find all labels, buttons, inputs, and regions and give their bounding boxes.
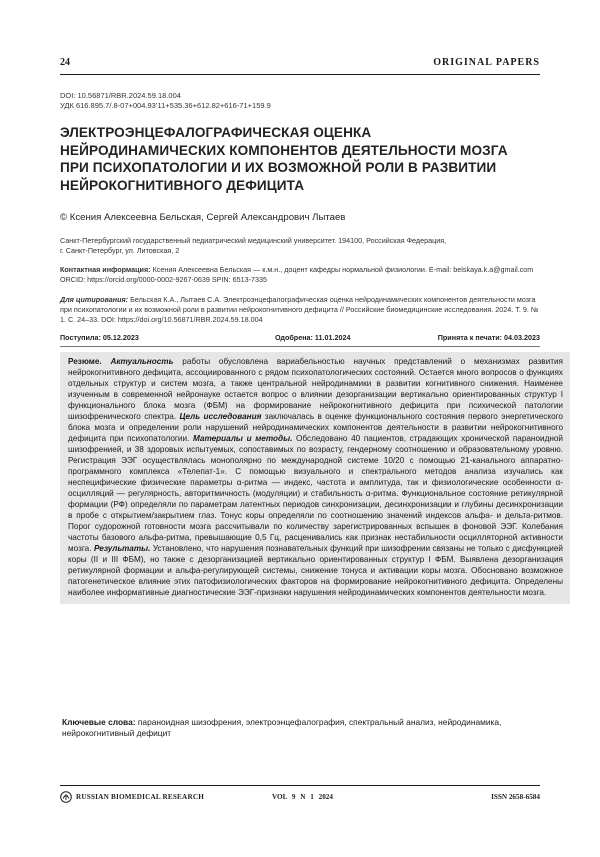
abstract-heading-relevance: Актуальность bbox=[110, 357, 174, 366]
abstract-text-relevance: работы обусловлена вариабельностью научных представлений о механизмах развития нейрокогнитивного дефицита, ассоциированного с рядом психопатологических состояний. Остается много вопросов о функциях отдельных структур и систем мозга, а также центральной нейродинамики в развитии когнитивного снижения. Наименее изученным в современной нейронауке остается вопрос о влиянии дезорганизации вертикально ориентированных структур I функционального блока мозга (ФБМ) на формирование нейрокогнитивного дефицита при психической патологии шизофренического спектра. bbox=[68, 357, 563, 421]
abstract-text-results: Установлено, что нарушения познавательных функций при шизофрении связаны не только с дисфункцией коры (II и III ФБМ), но также с дезорганизацией вертикально ориентированных структур I ФБМ. Выявлена дезорганизация ретикулярной формации и альфа-регулирующей системы, снижение тонуса и активации коры мозга. Обосновано возможное патогенетическое влияние этих патофизиологических факторов на формирование нейрокогнитивного дефицита. Определены наиболее информативные диагностические ЭЭГ-признаки нарушения нейродинамических компонентов деятельности мозга. bbox=[68, 544, 563, 597]
abstract-text-methods: Обследовано 40 пациентов, страдающих хронической параноидной шизофренией, и 38 здоровых испытуемых, сопоставимых по возрасту, гендерному соотношению и образовательному уровню. Регистрация ЭЭГ осуществлялась монополярно по международной системе 10/20 с помощью 21-канального аппаратно-программного комплекса «Телепат-1». С помощью визуального и спектрального методов анализа изучались как неспецифические физические параметры α-ритма — индекс, частота и амплитуда, так и физиологические особенности α-осцилляций — регулярность, авторитмичность (модуляции) и стабильность α-ритма. Функциональное состояние ретикулярной формации (РФ) определяли по параметрам латентных периодов синхронизации, десинхронизации и глубины десинхронизации в пробе с открытием/закрытием глаз. Тонус коры определяли по соотношению значений индексов альфа- и дельта-ритмов. Порог судорожной готовности мозга рассчитывали по количеству зарегистрированных вспышек в фоновой ЭЭГ. Колебания частоты базового альфа-ритма, превышающие 0,5 Гц, расценивались как признак нестабильности осцилляторной активности мозга. bbox=[68, 434, 563, 553]
keywords-label: Ключевые слова: bbox=[62, 717, 136, 727]
article-dates bbox=[60, 333, 540, 345]
dates-rule bbox=[60, 346, 540, 347]
issn: ISSN 2658-6584 bbox=[491, 793, 540, 801]
author-list: © Ксения Алексеевна Бельская, Сергей Александрович Лытаев bbox=[60, 212, 346, 223]
journal-emblem-icon bbox=[60, 791, 72, 803]
orcid-line: ORCID: https://orcid.org/0000-0002-9267-0639 SPIN: 6513-7335 bbox=[60, 275, 267, 284]
received-date: Поступила: 05.12.2023 bbox=[60, 333, 139, 342]
article-title: ЭЛЕКТРОЭНЦЕФАЛОГРАФИЧЕСКАЯ ОЦЕНКА НЕЙРОДИНАМИЧЕСКИХ КОМПОНЕНТОВ ДЕЯТЕЛЬНОСТИ МОЗГА ПРИ ПСИХОПАТОЛОГИИ И ИХ ВОЗМОЖНОЙ РОЛИ В РАЗВИТИИ НЕЙРОКОГНИТИВНОГО ДЕФИЦИТА bbox=[60, 125, 508, 193]
keywords bbox=[62, 717, 547, 739]
contact-info bbox=[60, 265, 560, 285]
abstract-label: Резюме. bbox=[68, 357, 102, 366]
issue-info: VOL 9 N 1 2024 bbox=[272, 793, 333, 801]
citation-label: Для цитирования: bbox=[60, 295, 129, 304]
running-header bbox=[60, 57, 540, 71]
page-number: 24 bbox=[60, 57, 70, 68]
approved-date: Одобрена: 11.01.2024 bbox=[275, 333, 351, 342]
accepted-date: Принята к печати: 04.03.2023 bbox=[437, 333, 540, 342]
abstract-heading-results: Результаты. bbox=[93, 544, 151, 553]
doi-line: DOI: 10.56871/RBR.2024.59.18.004 bbox=[60, 91, 181, 100]
citation bbox=[60, 295, 545, 325]
section-title: ORIGINAL PAPERS bbox=[433, 57, 540, 68]
affiliation-line: г. Санкт-Петербург, ул. Литовская, 2 bbox=[60, 246, 180, 255]
contact-label: Контактная информация: bbox=[60, 265, 151, 274]
citation-text: Бельская К.А., Лытаев С.А. Электроэнцефалографическая оценка нейродинамических компонентов деятельности мозга при психопатологии и их возможной роли в развитии нейрокогнитивного дефицита // Российские биомедицинские исследования. 2024. Т. 9. № 1. С. 24–33. DOI: https://doi.org/10.56871/RBR.2024.59.18.004 bbox=[60, 295, 539, 324]
footer-rule bbox=[60, 785, 540, 786]
abstract-heading-aim: Цель исследования bbox=[179, 412, 262, 421]
journal-name: RUSSIAN BIOMEDICAL RESEARCH bbox=[76, 793, 205, 801]
affiliation bbox=[60, 236, 545, 256]
abstract-heading-methods: Материалы и методы. bbox=[192, 434, 293, 443]
udk-line: УДК 616.895.7/.8-07+004.93’11+535.36+612.82+616-71+159.9 bbox=[60, 101, 271, 110]
abstract-box bbox=[60, 352, 570, 604]
affiliation-line: Санкт-Петербургский государственный педиатрический медицинский университет. 194100, Российская Федерация, bbox=[60, 236, 447, 245]
header-rule bbox=[60, 74, 540, 75]
contact-text: Ксения Алексеевна Бельская — к.м.н., доцент кафедры нормальной физиологии. E-mail: belskaya.k.a@gmail.com bbox=[152, 265, 534, 274]
keywords-text: параноидная шизофрения, электроэнцефалография, спектральный анализ, нейродинамика, нейрокогнитивный дефицит bbox=[62, 717, 502, 738]
identifiers bbox=[60, 91, 271, 111]
abstract-text-aim: заключалась в оценке функционального состояния первого энергетического блока мозга и определении роли нарушений нейродинамических компонентов деятельности в развитии нейрокогнитивного дефицита при психопатологии. bbox=[68, 412, 563, 443]
running-footer bbox=[60, 792, 540, 806]
